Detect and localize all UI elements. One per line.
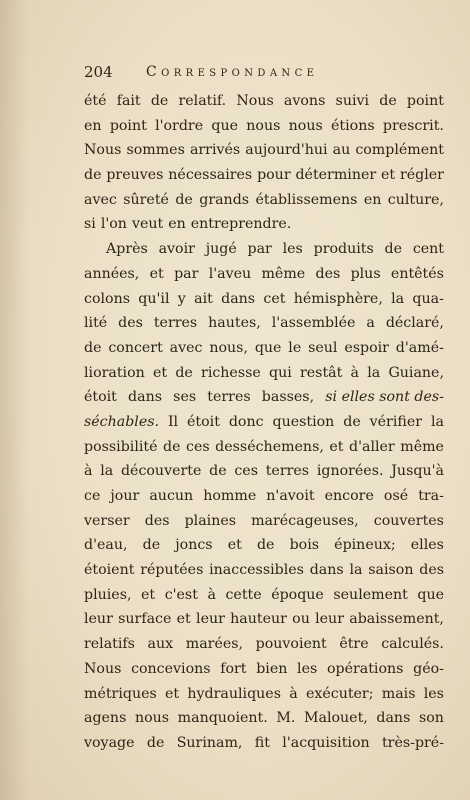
word: a (366, 315, 375, 332)
word: fit (254, 734, 270, 751)
text-line (84, 459, 444, 484)
word: et (329, 438, 344, 455)
text-line (84, 287, 444, 312)
word: pour (257, 167, 291, 184)
word: question (272, 413, 335, 430)
word: établissemens (255, 191, 358, 208)
word: et (153, 364, 168, 381)
text-line (84, 509, 444, 534)
text-line (84, 731, 444, 756)
word: joncs (175, 537, 213, 554)
text-line (84, 583, 444, 608)
word: nous (134, 710, 170, 727)
word: nécessaires (168, 167, 253, 184)
word: étions (331, 117, 375, 134)
word: si elles sont des- (325, 389, 444, 406)
word: si (84, 216, 96, 233)
word: Il (167, 413, 179, 430)
word: verser (84, 512, 130, 529)
word: encore (324, 488, 374, 504)
word: marécageuses, (251, 512, 359, 529)
word: n'avoit (266, 488, 315, 504)
word: la (430, 413, 444, 430)
word: saison (368, 562, 414, 579)
word: nous (246, 117, 281, 134)
word: l'assemblée (271, 315, 356, 332)
word: la (367, 364, 381, 381)
word: d'aller (349, 438, 395, 455)
word: opérations (326, 660, 404, 677)
word: d'amé- (395, 339, 444, 356)
word: Nous (84, 660, 122, 677)
word: tra- (418, 488, 444, 504)
word: été (84, 93, 107, 109)
text-line (84, 237, 444, 262)
word: concevions (131, 660, 211, 677)
word: l'aveu (208, 265, 252, 282)
word: abaissement, (349, 611, 444, 628)
word: ses (173, 389, 197, 406)
word: jugé (205, 241, 237, 258)
word: en (168, 216, 186, 233)
word: terres (153, 315, 198, 332)
word: espoir (344, 339, 389, 356)
word: bien (256, 660, 288, 677)
word: étoit (187, 413, 220, 430)
word: en (84, 117, 102, 134)
word: les (282, 241, 303, 258)
word: terres (207, 389, 251, 406)
word: la (391, 290, 405, 307)
word: et (381, 167, 396, 184)
word: géo- (413, 660, 444, 677)
word: manquoient. (177, 710, 268, 727)
word: dans (376, 710, 411, 727)
word: leur (84, 611, 113, 628)
word: y (177, 290, 186, 307)
word: la (349, 562, 363, 579)
word: richesse (201, 364, 261, 381)
text-line (84, 361, 444, 386)
word: restât (300, 364, 343, 381)
word: relatifs (84, 636, 135, 653)
word: c'est (164, 586, 198, 603)
text-line (84, 632, 444, 657)
word: sommes (126, 142, 185, 159)
word: Nous (236, 93, 274, 109)
word: leur (196, 611, 225, 628)
word: l'on (100, 216, 127, 233)
word: très-pré- (381, 734, 444, 751)
word: seulement (333, 586, 408, 603)
word: calculés. (381, 636, 444, 653)
word: à (350, 364, 360, 381)
word: point (406, 93, 444, 109)
word: aujourd'hui (245, 142, 328, 159)
text-line (84, 435, 444, 460)
word: concert (108, 339, 163, 356)
word: son (418, 710, 444, 727)
word: osé (383, 488, 409, 504)
word: de (256, 537, 275, 554)
word: à (289, 685, 298, 702)
word: avec (169, 339, 203, 356)
word: de (163, 438, 181, 455)
word: par (247, 241, 272, 258)
word: de (209, 463, 227, 480)
word: fort (220, 660, 247, 677)
text-line (84, 336, 444, 361)
word: l'acquisition (282, 734, 370, 751)
word: aux (147, 636, 174, 653)
word: la (100, 463, 114, 480)
word: que (254, 339, 282, 356)
word: que (417, 586, 444, 603)
word: ou (292, 611, 310, 628)
word: homme (203, 488, 257, 504)
word: régler (399, 167, 444, 184)
word: ignorées. (316, 463, 384, 480)
word: étoit (84, 389, 117, 406)
word: et (176, 611, 191, 628)
word: nous, (209, 339, 248, 356)
word: colons (84, 290, 130, 307)
word: veut (131, 216, 164, 233)
word: des (419, 562, 444, 579)
word: de (384, 241, 403, 258)
word: arrivés (189, 142, 241, 159)
word: marées, (185, 636, 244, 653)
word: même (261, 265, 306, 282)
text-line (84, 682, 444, 707)
word: réputées (140, 562, 204, 579)
word: à (84, 463, 93, 480)
word: des (144, 512, 170, 529)
word: déclaré, (385, 315, 444, 332)
word: inaccessibles (209, 562, 304, 579)
word: basses, (261, 389, 315, 406)
word: époque (271, 586, 324, 603)
word: en (363, 191, 382, 208)
page-header (84, 60, 436, 84)
text-line (84, 607, 444, 632)
word: surface (118, 611, 172, 628)
word: de (343, 413, 361, 430)
word: pluies, (84, 586, 132, 603)
text-line (84, 212, 444, 237)
text-line (84, 163, 444, 188)
word: à (207, 586, 216, 603)
word: sûreté (123, 191, 169, 208)
word: voyage (84, 734, 135, 751)
word: hautes, (208, 315, 261, 332)
word: même (400, 438, 444, 455)
text-line (84, 311, 444, 336)
word: Guiane, (388, 364, 444, 381)
word: hémisphère, (293, 290, 383, 307)
word: au (332, 142, 351, 159)
word: avoir (158, 241, 195, 258)
word: lité (84, 315, 108, 332)
word: de (142, 537, 161, 554)
word: point (109, 117, 147, 134)
word: et (227, 537, 242, 554)
word: des (315, 265, 341, 282)
word: terres (265, 463, 310, 480)
word: qui (269, 364, 292, 381)
text-line (84, 410, 444, 435)
word: avons (283, 93, 326, 109)
word: les (297, 660, 318, 677)
word: complément (355, 142, 444, 159)
word: séchables. (84, 413, 160, 430)
word: plaines (184, 512, 237, 529)
word: prescrit. (382, 117, 444, 134)
word: cent (412, 241, 444, 258)
word: de (175, 364, 193, 381)
word: grands (199, 191, 250, 208)
word: ces (186, 438, 210, 455)
word: ce (84, 488, 101, 504)
word: par (174, 265, 199, 282)
text-line (84, 89, 444, 114)
word: plus (350, 265, 381, 282)
word: agens (84, 710, 127, 727)
word: preuves (106, 167, 164, 184)
body-text (84, 89, 444, 756)
word: qu'il (138, 290, 170, 307)
word: couvertes (373, 512, 444, 529)
word: bois (289, 537, 320, 554)
text-line (84, 484, 444, 509)
word: elles (410, 537, 444, 554)
word: dans (309, 562, 344, 579)
word: pouvoient (255, 636, 327, 653)
word: déterminer (295, 167, 377, 184)
word: culture, (387, 191, 444, 208)
word: Jusqu'à (391, 463, 444, 480)
word: dans (221, 290, 256, 307)
word: de (379, 93, 397, 109)
word: jour (110, 488, 140, 504)
page-number: 204 (84, 63, 113, 81)
word: et (165, 685, 180, 702)
word: Surinam, (176, 734, 243, 751)
word: de (146, 734, 165, 751)
word: d'eau, (84, 537, 128, 554)
word: découverte (120, 463, 202, 480)
running-title: Correspondance (146, 64, 319, 80)
word: nous (288, 117, 323, 134)
word: vérifier (369, 413, 423, 430)
word: seul (308, 339, 338, 356)
word: mais (381, 685, 416, 702)
text-line (84, 138, 444, 163)
word: desséchemens, (215, 438, 324, 455)
word: être (339, 636, 369, 653)
word: ces (234, 463, 258, 480)
word: leur (315, 611, 344, 628)
word: années, (84, 265, 140, 282)
word: les (423, 685, 444, 702)
word: donc (228, 413, 264, 430)
word: de (84, 167, 102, 184)
text-line (84, 262, 444, 287)
text-line (84, 706, 444, 731)
word: hydrauliques (187, 685, 281, 702)
word: hauteur (230, 611, 287, 628)
word: suivi (335, 93, 370, 109)
word: de (150, 93, 169, 109)
word: Après (106, 241, 148, 258)
text-line (84, 385, 444, 410)
word: M. (276, 710, 296, 727)
word: aucun (149, 488, 194, 504)
word: des (118, 315, 143, 332)
word: relatif. (178, 93, 227, 109)
word: qua- (412, 290, 444, 307)
word: de (84, 339, 102, 356)
word: étoient (84, 562, 135, 579)
word: possibilité (84, 438, 158, 455)
word: de (175, 191, 193, 208)
word: cette (225, 586, 262, 603)
word: dans (128, 389, 163, 406)
word: cet (263, 290, 286, 307)
word: ait (194, 290, 213, 307)
text-line (84, 558, 444, 583)
word: lioration (84, 364, 145, 381)
word: entreprendre. (190, 216, 292, 233)
word: Malouet, (303, 710, 368, 727)
word: et (149, 265, 164, 282)
word: fait (116, 93, 141, 109)
text-line (84, 114, 444, 139)
word: le (288, 339, 302, 356)
word: métriques (84, 685, 157, 702)
word: épineux; (334, 537, 396, 554)
word: produits (313, 241, 374, 258)
text-line (84, 657, 444, 682)
word: l'ordre (155, 117, 204, 134)
word: avec (84, 191, 117, 208)
word: et (141, 586, 156, 603)
word: que (211, 117, 238, 134)
text-line (84, 188, 444, 213)
word: entêtés (390, 265, 444, 282)
word: exécuter; (305, 685, 374, 702)
word: Nous (84, 142, 122, 159)
text-line (84, 533, 444, 558)
